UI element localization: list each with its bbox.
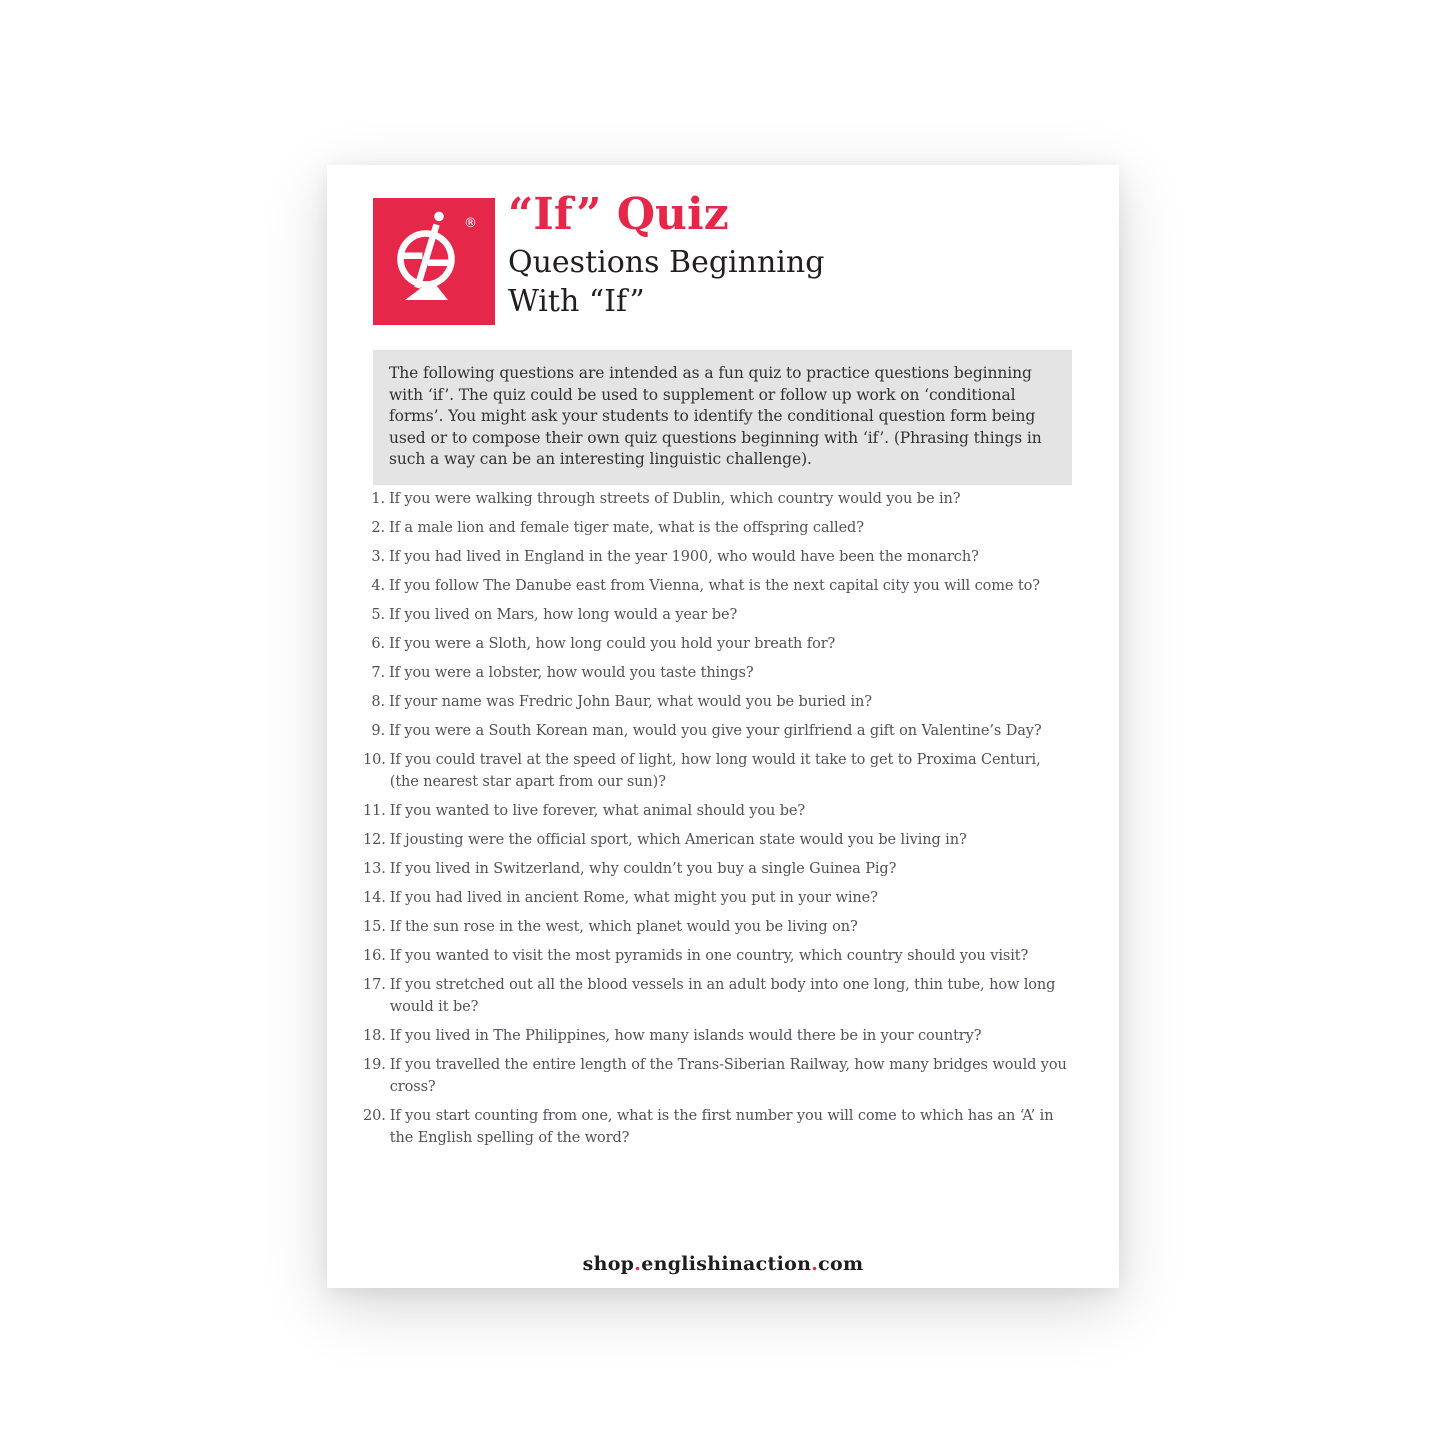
- question-number: 5.: [371, 607, 385, 623]
- question-item: [363, 829, 1073, 851]
- question-item: [363, 575, 1073, 597]
- question-item: [363, 1054, 1073, 1098]
- question-number: 1.: [371, 491, 385, 507]
- question-item: [363, 633, 1073, 655]
- worksheet-sheet: [327, 165, 1119, 1288]
- question-number: 19.: [363, 1057, 386, 1073]
- question-text: If you lived on Mars, how long would a year be?: [389, 607, 738, 623]
- question-text: If you wanted to visit the most pyramids in one country, which country should you visit?: [389, 948, 1029, 964]
- question-number: 18.: [363, 1028, 386, 1044]
- question-text: If you wanted to live forever, what animal should you be?: [389, 803, 806, 819]
- brand-logo: [373, 198, 495, 325]
- question-text: If you lived in The Philippines, how many islands would there be in your country?: [389, 1028, 982, 1044]
- question-text: If you were a South Korean man, would you give your girlfriend a gift on Valentine’s Day?: [389, 723, 1042, 739]
- question-number: 6.: [371, 636, 385, 652]
- question-item: [363, 945, 1073, 967]
- question-text: If you had lived in England in the year 1900, who would have been the monarch?: [389, 549, 979, 565]
- footer-url: [327, 1253, 1119, 1275]
- question-item: [363, 858, 1073, 880]
- globe-logo-icon: [373, 198, 495, 325]
- question-text: If you start counting from one, what is the first number you will come to which has an ‘A’ in the English spelling of the word?: [389, 1108, 1054, 1146]
- page-subtitle-line2: With “If”: [508, 284, 645, 319]
- question-number: 12.: [363, 832, 386, 848]
- registered-mark: ®: [464, 216, 477, 231]
- question-text: If you travelled the entire length of the Trans-Siberian Railway, how many bridges would you cross?: [389, 1057, 1067, 1095]
- question-number: 7.: [371, 665, 385, 681]
- footer-url-part3: com: [818, 1253, 864, 1275]
- question-item: [363, 916, 1073, 938]
- header-text: [508, 191, 1068, 321]
- question-text: If you were a lobster, how would you taste things?: [389, 665, 754, 681]
- question-text: If a male lion and female tiger mate, what is the offspring called?: [389, 520, 864, 536]
- question-item: [363, 887, 1073, 909]
- question-text: If you could travel at the speed of light, how long would it take to get to Proxima Centuri, (the nearest star apart from our sun)?: [389, 752, 1041, 790]
- question-item: [363, 974, 1073, 1018]
- question-number: 14.: [363, 890, 386, 906]
- footer-url-part1: shop: [582, 1253, 635, 1275]
- footer-dot2: .: [811, 1253, 819, 1275]
- question-text: If you were a Sloth, how long could you hold your breath for?: [389, 636, 836, 652]
- question-number: 2.: [371, 520, 385, 536]
- question-item: [363, 546, 1073, 568]
- question-number: 15.: [363, 919, 386, 935]
- question-text: If you had lived in ancient Rome, what might you put in your wine?: [389, 890, 878, 906]
- question-text: If your name was Fredric John Baur, what would you be buried in?: [389, 694, 872, 710]
- footer-url-part2: englishinaction: [641, 1253, 812, 1275]
- question-number: 11.: [363, 803, 386, 819]
- question-number: 20.: [363, 1108, 386, 1124]
- question-item: [363, 517, 1073, 539]
- question-item: [363, 1025, 1073, 1047]
- intro-text: The following questions are intended as a fun quiz to practice questions beginning with ‘if’. The quiz could be used to supplement or follow up work on ‘conditional forms’. You might ask your students to identify the conditional question form being used or to compose their own quiz questions beginning with ‘if’. (Phrasing things in such a way can be an interesting linguistic challenge).: [389, 364, 1042, 469]
- question-item: [363, 720, 1073, 742]
- question-number: 13.: [363, 861, 386, 877]
- question-number: 9.: [371, 723, 385, 739]
- page-subtitle-line1: Questions Beginning: [508, 245, 825, 280]
- question-text: If jousting were the official sport, which American state would you be living in?: [389, 832, 967, 848]
- question-item: [363, 662, 1073, 684]
- question-item: [363, 488, 1073, 510]
- question-number: 4.: [371, 578, 385, 594]
- question-text: If you stretched out all the blood vessels in an adult body into one long, thin tube, how long would it be?: [389, 977, 1056, 1015]
- question-list: [363, 488, 1073, 1156]
- intro-box: [373, 350, 1072, 485]
- question-text: If you follow The Danube east from Vienna, what is the next capital city you will come to?: [389, 578, 1040, 594]
- question-number: 17.: [363, 977, 386, 993]
- question-text: If the sun rose in the west, which planet would you be living on?: [389, 919, 858, 935]
- footer-dot1: .: [634, 1253, 642, 1275]
- question-text: If you lived in Switzerland, why couldn’t you buy a single Guinea Pig?: [389, 861, 897, 877]
- question-item: [363, 691, 1073, 713]
- question-text: If you were walking through streets of Dublin, which country would you be in?: [389, 491, 961, 507]
- question-number: 16.: [363, 948, 386, 964]
- question-item: [363, 749, 1073, 793]
- question-number: 10.: [363, 752, 386, 768]
- question-item: [363, 604, 1073, 626]
- question-item: [363, 1105, 1073, 1149]
- question-number: 3.: [371, 549, 385, 565]
- question-number: 8.: [371, 694, 385, 710]
- question-item: [363, 800, 1073, 822]
- page-subtitle: [508, 243, 1068, 321]
- page-title: “If” Quiz: [508, 189, 729, 240]
